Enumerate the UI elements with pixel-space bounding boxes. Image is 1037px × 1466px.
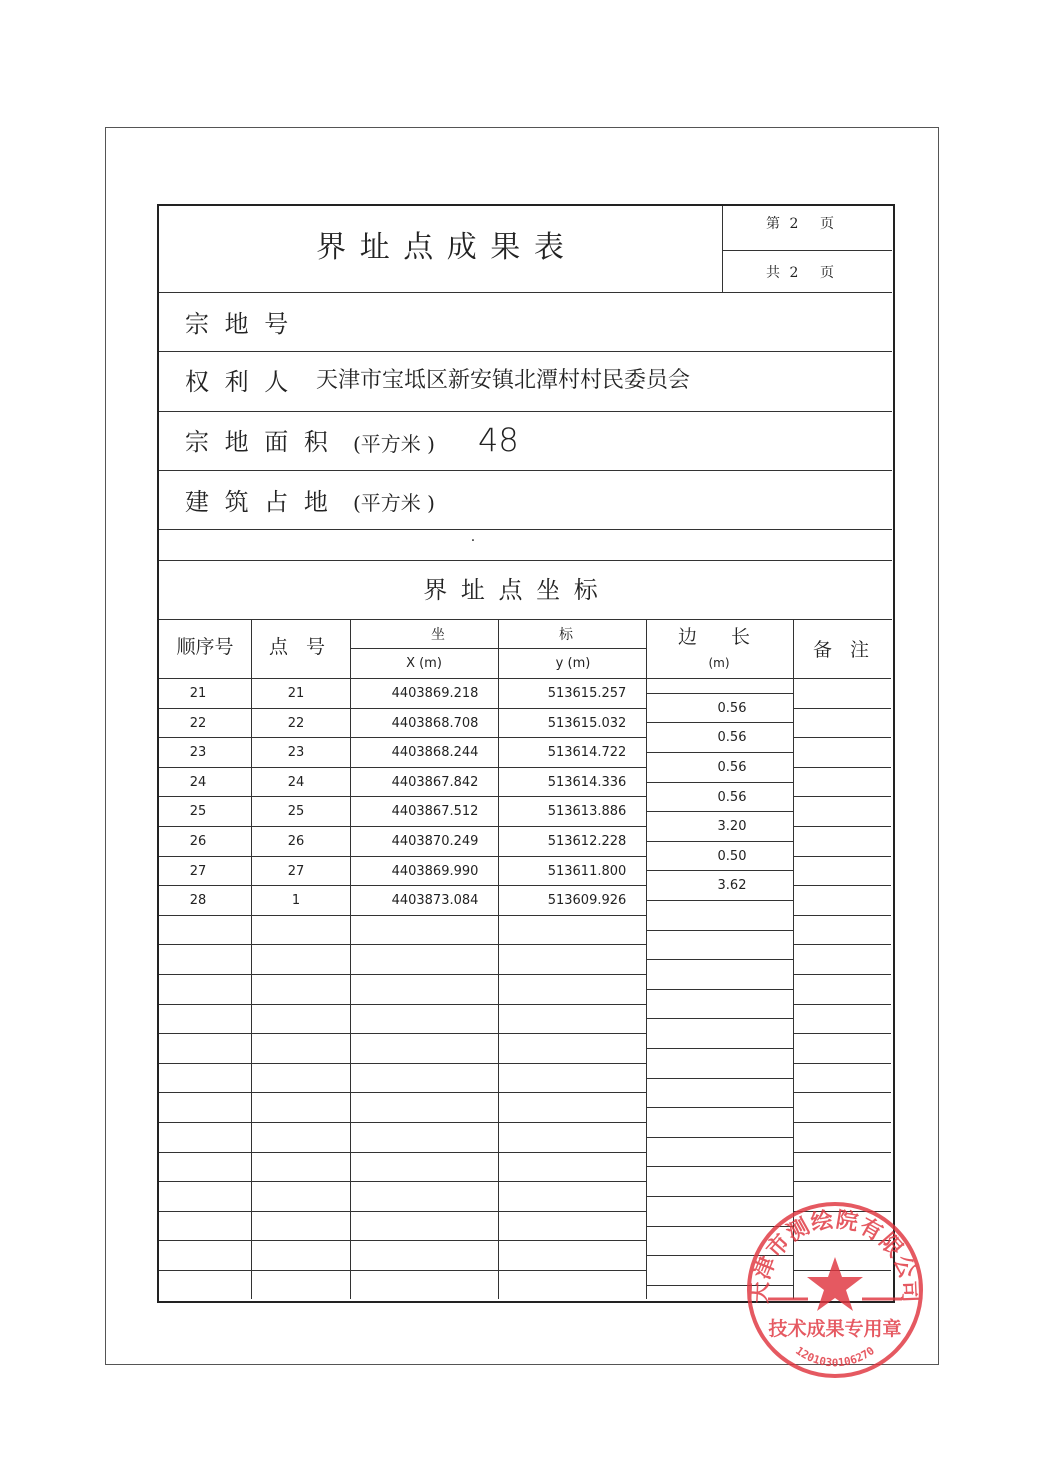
column-line (498, 620, 499, 1299)
cell-x: 4403867.512 (391, 804, 479, 819)
cell-x: 4403873.084 (391, 893, 479, 908)
table-row-line (793, 708, 891, 709)
cell-seq: 22 (189, 716, 207, 731)
cell-x: 4403868.244 (391, 745, 479, 760)
section-title: 界 址 点 坐 标 (423, 576, 601, 604)
row-line (159, 470, 892, 471)
table-row-line (793, 885, 891, 886)
cell-point: 24 (287, 775, 305, 790)
table-row-line (159, 1181, 646, 1182)
table-row-line (793, 826, 891, 827)
table-row-line (159, 678, 646, 679)
area-value: 48 (478, 421, 519, 459)
table-row-line (793, 678, 891, 679)
table-row-line (159, 708, 646, 709)
cell-edge-length: 3.20 (717, 819, 747, 834)
seal-name: 天津市测绘院有限公司 (746, 1206, 924, 1305)
page-title: 界 址 点 成 果 表 (316, 230, 566, 265)
edge-row-line (646, 1166, 793, 1167)
cell-edge-length: 0.56 (717, 760, 747, 775)
cell-edge-length: 3.62 (717, 878, 747, 893)
coord-header-split (350, 648, 646, 649)
cell-y: 513615.032 (547, 716, 627, 731)
edge-row-line (646, 989, 793, 990)
cell-point: 21 (287, 686, 305, 701)
table-row-line (159, 1122, 646, 1123)
table-row-line (159, 915, 646, 916)
page-number-label: 第 2 页 (766, 216, 834, 232)
edge-row-line (646, 752, 793, 753)
header-seq: 顺序号 (176, 636, 234, 658)
edge-row-line (646, 678, 793, 679)
edge-row-line (646, 1137, 793, 1138)
cell-y: 513613.886 (547, 804, 627, 819)
table-row-line (159, 1270, 646, 1271)
cell-y: 513614.722 (547, 745, 627, 760)
table-row-line (159, 856, 646, 857)
table-row-line (159, 1063, 646, 1064)
seal-subtitle: 技术成果专用章 (768, 1318, 902, 1340)
official-seal (740, 1195, 930, 1385)
table-row-line (159, 1152, 646, 1153)
svg-text:1201030106270 (793, 1344, 877, 1369)
edge-row-line (646, 782, 793, 783)
cell-x: 4403869.218 (391, 686, 479, 701)
table-row-line (793, 1004, 891, 1005)
cell-point: 1 (291, 893, 301, 908)
table-row-line (793, 1122, 891, 1123)
edge-row-line (646, 959, 793, 960)
row-line (159, 560, 892, 561)
table-row-line (793, 915, 891, 916)
cell-point: 25 (287, 804, 305, 819)
owner-value: 天津市宝坻区新安镇北潭村村民委员会 (316, 368, 691, 393)
header-edge-unit: (m) (708, 656, 730, 670)
header-coord: 坐 (431, 627, 445, 643)
table-row-line (159, 737, 646, 738)
owner-label: 权 利 人 (185, 368, 293, 396)
column-line (350, 620, 351, 1299)
page-box-divider (722, 250, 892, 251)
table-row-line (793, 1033, 891, 1034)
cell-seq: 26 (189, 834, 207, 849)
cell-seq: 21 (189, 686, 207, 701)
cell-edge-length: 0.50 (717, 849, 747, 864)
cell-x: 4403870.249 (391, 834, 479, 849)
edge-row-line (646, 870, 793, 871)
header-y: y (m) (555, 656, 591, 671)
cell-y: 513614.336 (547, 775, 627, 790)
cell-x: 4403869.990 (391, 864, 479, 879)
cell-seq: 28 (189, 893, 207, 908)
table-row-line (159, 1092, 646, 1093)
building-label: 建 筑 占 地 (185, 488, 332, 516)
table-row-line (159, 767, 646, 768)
edge-row-line (646, 693, 793, 694)
cell-seq: 24 (189, 775, 207, 790)
column-line (251, 620, 252, 1299)
table-row-line (793, 944, 891, 945)
header-bottom-line (159, 292, 892, 293)
cell-seq: 25 (189, 804, 207, 819)
building-unit: (平方米 ) (353, 491, 435, 515)
cell-edge-length: 0.56 (717, 701, 747, 716)
table-row-line (159, 796, 646, 797)
table-row-line (793, 1063, 891, 1064)
table-row-line (159, 1211, 646, 1212)
cell-x: 4403868.708 (391, 716, 479, 731)
table-row-line (159, 1004, 646, 1005)
table-row-line (793, 767, 891, 768)
edge-row-line (646, 1107, 793, 1108)
edge-row-line (646, 722, 793, 723)
table-row-line (159, 974, 646, 975)
table-row-line (793, 737, 891, 738)
table-row-line (793, 1152, 891, 1153)
table-row-line (793, 796, 891, 797)
cell-seq: 23 (189, 745, 207, 760)
table-row-line (159, 826, 646, 827)
edge-row-line (646, 1018, 793, 1019)
edge-row-line (646, 1078, 793, 1079)
edge-row-line (646, 811, 793, 812)
header-edge: 边 长 (677, 626, 765, 648)
area-unit: (平方米 ) (353, 432, 435, 456)
row-line (159, 411, 892, 412)
table-row-line (159, 885, 646, 886)
cell-seq: 27 (189, 864, 207, 879)
table-row-line (793, 856, 891, 857)
cell-point: 23 (287, 745, 305, 760)
seal-code: 1201030106270 (793, 1344, 877, 1370)
cell-edge-length: 0.56 (717, 790, 747, 805)
cell-point: 22 (287, 716, 305, 731)
table-row-line (793, 1092, 891, 1093)
dot-mark: · (470, 533, 476, 549)
edge-row-line (646, 900, 793, 901)
page-total-label: 共 2 页 (766, 265, 834, 281)
cell-point: 27 (287, 864, 305, 879)
row-line (159, 351, 892, 352)
header-x: X (m) (406, 656, 442, 671)
table-row-line (159, 1033, 646, 1034)
parcel-no-label: 宗 地 号 (185, 310, 293, 338)
cell-y: 513615.257 (547, 686, 627, 701)
cell-y: 513612.228 (547, 834, 627, 849)
cell-x: 4403867.842 (391, 775, 479, 790)
cell-point: 26 (287, 834, 305, 849)
table-row-line (793, 1181, 891, 1182)
header-coord-2: 标 (559, 627, 573, 643)
row-line (159, 619, 892, 620)
header-divider (722, 206, 723, 292)
edge-row-line (646, 930, 793, 931)
edge-row-line (646, 841, 793, 842)
cell-edge-length: 0.56 (717, 730, 747, 745)
table-row-line (793, 974, 891, 975)
header-note: 备 注 (812, 639, 876, 661)
header-point: 点 号 (268, 636, 332, 658)
table-row-line (159, 944, 646, 945)
edge-row-line (646, 1048, 793, 1049)
row-line (159, 529, 892, 530)
cell-y: 513609.926 (547, 893, 627, 908)
cell-y: 513611.800 (547, 864, 627, 879)
table-row-line (159, 1240, 646, 1241)
area-label: 宗 地 面 积 (185, 428, 332, 456)
